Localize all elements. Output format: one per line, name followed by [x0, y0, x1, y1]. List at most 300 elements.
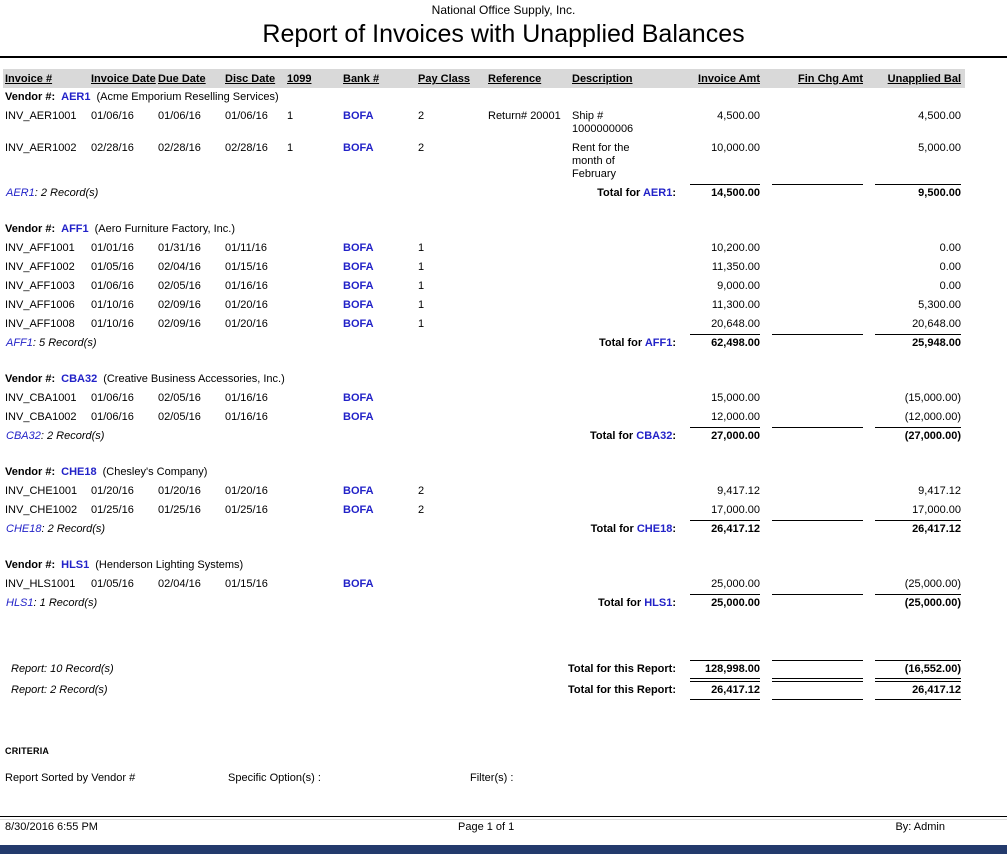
amount-value: [772, 660, 863, 679]
cell-due-date: 02/05/16: [158, 392, 201, 404]
cell-invoice-date: 01/06/16: [91, 392, 134, 404]
cell-disc-date: 01/20/16: [225, 299, 268, 311]
cell-bank[interactable]: BOFA: [343, 318, 374, 330]
group-spacer: [3, 446, 965, 463]
cell-due-date: 02/09/16: [158, 299, 201, 311]
column-header: [682, 69, 764, 88]
cell-invoice-amt: 11,300.00: [711, 299, 760, 311]
cell-pay-class: [416, 389, 486, 408]
amount-value: [772, 427, 863, 443]
vendor-total-amount: [764, 594, 867, 613]
cell-pay-class: 1: [418, 299, 425, 311]
cell-unapplied-bal: (12,000.00): [904, 411, 961, 423]
cell-due-date: 01/31/16: [158, 242, 201, 254]
invoice-row: [3, 501, 965, 520]
cell-fin-chg-amt: [764, 296, 867, 315]
vendor-name: (Acme Emporium Reselling Services): [96, 91, 279, 103]
cell-pay-class: 1: [418, 318, 425, 330]
cell-disc-date: 01/16/16: [225, 411, 268, 423]
cell-reference: [486, 482, 570, 501]
vendor-header-row: [3, 463, 965, 482]
spacer-cell: [3, 353, 965, 370]
cell-f1099: [285, 408, 341, 427]
cell-due-date: 02/05/16: [158, 411, 201, 423]
cell-fin-chg-amt: [764, 258, 867, 277]
cell-pay-class: [416, 575, 486, 594]
report-total-amount: [682, 681, 764, 702]
vendor-code: AER1: [6, 187, 35, 199]
cell-disc-date: 01/25/16: [225, 504, 268, 516]
vendor-number-label: Vendor #:: [5, 91, 56, 103]
cell-f1099: [285, 296, 341, 315]
cell-reference: [486, 258, 570, 277]
criteria-filters: Filter(s) :: [470, 772, 514, 784]
spacer-cell: [3, 203, 965, 220]
cell-reference: [486, 575, 570, 594]
vendor-total-amount: [867, 184, 965, 203]
cell-invoice-date: 01/10/16: [91, 318, 134, 330]
cell-invoice-no: INV_AER1001: [5, 110, 77, 122]
invoice-row: [3, 575, 965, 594]
vendor-total-label: [416, 520, 682, 539]
report-total-amount: [682, 660, 764, 681]
group-spacer: [3, 630, 965, 660]
column-header: [764, 69, 867, 88]
cell-invoice-no: INV_AFF1008: [5, 318, 75, 330]
amount-value: [772, 594, 863, 610]
vendor-total-amount: [682, 520, 764, 539]
amount-value: [772, 681, 863, 700]
cell-description: [570, 258, 682, 277]
vendor-total-amount: [764, 520, 867, 539]
cell-reference: [486, 389, 570, 408]
vendor-total-amount: [867, 334, 965, 353]
vendor-total-amount: [682, 594, 764, 613]
report-record-count: Report: 2 Record(s): [11, 684, 108, 696]
criteria-specific-options: Specific Option(s) :: [228, 772, 321, 784]
amount-value: 27,000.00: [690, 427, 760, 443]
cell-invoice-date: 01/06/16: [91, 280, 134, 292]
cell-description: [570, 277, 682, 296]
cell-due-date: 01/25/16: [158, 504, 201, 516]
invoice-row: [3, 482, 965, 501]
amount-value: [772, 520, 863, 536]
column-header-label: Pay Class: [418, 73, 470, 85]
footer-page-number: Page 1 of 1: [458, 821, 515, 833]
vendor-total-amount: [867, 427, 965, 446]
cell-bank[interactable]: BOFA: [343, 411, 374, 423]
vendor-header-row: [3, 220, 965, 239]
column-header-label: Invoice #: [5, 73, 53, 85]
cell-description: [570, 296, 682, 315]
amount-value: 128,998.00: [690, 660, 760, 679]
cell-disc-date: 02/28/16: [225, 142, 268, 154]
vendor-header-cell: [3, 220, 965, 239]
invoice-row: [3, 296, 965, 315]
cell-invoice-no: INV_AFF1002: [5, 261, 75, 273]
cell-bank[interactable]: BOFA: [343, 504, 374, 516]
amount-value: 9,500.00: [875, 184, 961, 200]
cell-fin-chg-amt: [764, 408, 867, 427]
cell-invoice-date: 02/28/16: [91, 142, 134, 154]
cell-description: [570, 501, 682, 520]
cell-invoice-amt: 9,417.12: [717, 485, 760, 497]
vendor-total-label: [416, 334, 682, 353]
column-header-label: 1099: [287, 73, 312, 85]
cell-reference: [486, 296, 570, 315]
cell-due-date: 02/28/16: [158, 142, 201, 154]
cell-f1099: [285, 258, 341, 277]
cell-pay-class: [416, 408, 486, 427]
column-header-label: Description: [572, 73, 633, 85]
cell-due-date: 01/20/16: [158, 485, 201, 497]
vendor-code-link[interactable]: AFF1: [61, 223, 89, 235]
cell-invoice-amt: 9,000.00: [717, 280, 760, 292]
column-header-row: [3, 69, 965, 88]
amount-value: 25,948.00: [875, 334, 961, 350]
cell-unapplied-bal: 0.00: [939, 242, 961, 254]
cell-disc-date: 01/11/16: [225, 242, 268, 254]
spacer-cell: [3, 446, 965, 463]
window-bottom-bar: [0, 845, 1007, 854]
vendor-code-link[interactable]: CBA32: [61, 373, 98, 385]
cell-unapplied-bal: 4,500.00: [918, 110, 961, 122]
column-header-label: Bank #: [343, 73, 380, 85]
criteria-sorted-by: Report Sorted by Vendor #: [5, 772, 136, 784]
cell-invoice-date: 01/25/16: [91, 504, 134, 516]
vendor-record-count: [3, 184, 416, 203]
cell-f1099: [285, 575, 341, 594]
group-spacer: [3, 353, 965, 370]
column-header-label: Unapplied Bal: [887, 73, 961, 85]
cell-bank[interactable]: BOFA: [343, 392, 374, 404]
amount-value: 62,498.00: [690, 334, 760, 350]
cell-f1099: 1: [287, 142, 294, 154]
report-total-label: Total for this Report:: [568, 663, 676, 675]
cell-f1099: [285, 315, 341, 334]
record-count-text: : 2 Record(s): [34, 187, 99, 199]
invoice-row: [3, 277, 965, 296]
vendor-subtotal-row: [3, 427, 965, 446]
footer-printed-by: By: Admin: [895, 821, 945, 833]
amount-value: 26,417.12: [690, 681, 760, 700]
vendor-record-count: [3, 427, 416, 446]
cell-bank[interactable]: BOFA: [343, 299, 374, 311]
group-spacer: [3, 203, 965, 220]
cell-invoice-date: 01/05/16: [91, 578, 134, 590]
amount-value: 26,417.12: [690, 520, 760, 536]
record-count-text: : 2 Record(s): [41, 523, 106, 535]
footer-datetime: 8/30/2016 6:55 PM: [5, 821, 98, 833]
amount-value: [772, 334, 863, 350]
cell-bank[interactable]: BOFA: [343, 578, 374, 590]
cell-invoice-no: INV_AER1002: [5, 142, 77, 154]
vendor-number-label: Vendor #:: [5, 223, 56, 235]
cell-invoice-no: INV_HLS1001: [5, 578, 76, 590]
cell-fin-chg-amt: [764, 277, 867, 296]
vendor-total-amount: [867, 520, 965, 539]
total-for-text: Total for: [597, 187, 643, 199]
cell-pay-class: 2: [418, 504, 425, 516]
cell-fin-chg-amt: [764, 315, 867, 334]
cell-fin-chg-amt: [764, 482, 867, 501]
cell-description: [570, 389, 682, 408]
report-total-row: [3, 681, 965, 702]
report-record-count: Report: 10 Record(s): [11, 663, 114, 675]
cell-f1099: 1: [287, 110, 294, 122]
cell-invoice-no: INV_CBA1001: [5, 392, 77, 404]
report-total-amount: [867, 681, 965, 702]
cell-description: [570, 239, 682, 258]
vendor-code-link[interactable]: HLS1: [61, 559, 90, 571]
cell-fin-chg-amt: [764, 139, 867, 184]
cell-unapplied-bal: 17,000.00: [912, 504, 961, 516]
invoice-row: [3, 258, 965, 277]
cell-disc-date: 01/06/16: [225, 110, 268, 122]
cell-description: Rent for the month of February: [572, 142, 630, 180]
amount-value: [772, 184, 863, 200]
cell-disc-date: 01/16/16: [225, 392, 268, 404]
vendor-code-link[interactable]: AER1: [61, 91, 91, 103]
cell-description: [570, 315, 682, 334]
column-header-label: Due Date: [158, 73, 206, 85]
vendor-subtotal-row: [3, 334, 965, 353]
cell-unapplied-bal: 5,300.00: [918, 299, 961, 311]
vendor-header-row: [3, 556, 965, 575]
amount-value: 25,000.00: [690, 594, 760, 610]
cell-bank[interactable]: BOFA: [343, 280, 374, 292]
cell-disc-date: 01/20/16: [225, 485, 268, 497]
cell-f1099: [285, 501, 341, 520]
record-count-text: : 2 Record(s): [40, 430, 105, 442]
column-header: [867, 69, 965, 88]
vendor-total-amount: [682, 427, 764, 446]
column-header-label: Fin Chg Amt: [798, 73, 863, 85]
total-for-text: Total for: [590, 523, 637, 535]
cell-due-date: 02/04/16: [158, 261, 201, 273]
vendor-header-row: [3, 370, 965, 389]
cell-reference: [486, 139, 570, 184]
vendor-number-label: Vendor #:: [5, 559, 56, 571]
group-spacer: [3, 539, 965, 556]
footer-divider: [0, 816, 1007, 817]
column-header: [156, 69, 223, 88]
cell-invoice-amt: 15,000.00: [711, 392, 760, 404]
vendor-total-label: [416, 184, 682, 203]
record-count-text: : 5 Record(s): [32, 337, 97, 349]
cell-bank[interactable]: BOFA: [343, 242, 374, 254]
cell-description: [570, 575, 682, 594]
criteria-section: [0, 746, 1007, 798]
column-header: [285, 69, 341, 88]
cell-bank[interactable]: BOFA: [343, 110, 374, 122]
amount-value: (16,552.00): [875, 660, 961, 679]
vendor-number-label: Vendor #:: [5, 466, 56, 478]
total-colon: :: [672, 187, 676, 199]
report-total-amount: [764, 681, 867, 702]
cell-invoice-date: 01/06/16: [91, 110, 134, 122]
amount-value: (27,000.00): [875, 427, 961, 443]
cell-invoice-no: INV_AFF1006: [5, 299, 75, 311]
cell-bank[interactable]: BOFA: [343, 485, 374, 497]
cell-f1099: [285, 277, 341, 296]
vendor-record-count: [3, 334, 416, 353]
cell-description: Ship # 1000000006: [572, 110, 634, 135]
cell-invoice-date: 01/06/16: [91, 411, 134, 423]
cell-unapplied-bal: 0.00: [939, 280, 961, 292]
cell-bank[interactable]: BOFA: [343, 142, 374, 154]
cell-invoice-date: 01/10/16: [91, 299, 134, 311]
cell-description: [570, 408, 682, 427]
amount-value: (25,000.00): [875, 594, 961, 610]
title-divider: [0, 56, 1007, 58]
report-total-amount: [764, 660, 867, 681]
criteria-row: [0, 772, 1007, 798]
cell-pay-class: 2: [418, 142, 425, 154]
cell-invoice-date: 01/01/16: [91, 242, 134, 254]
cell-reference: [486, 501, 570, 520]
record-count-text: : 1 Record(s): [33, 597, 98, 609]
cell-due-date: 02/09/16: [158, 318, 201, 330]
spacer-cell: [3, 630, 965, 660]
amount-value: 26,417.12: [875, 520, 961, 536]
cell-f1099: [285, 389, 341, 408]
cell-invoice-no: INV_AFF1003: [5, 280, 75, 292]
column-header-label: Disc Date: [225, 73, 276, 85]
total-for-text: Total for: [599, 337, 645, 349]
vendor-total-amount: [764, 334, 867, 353]
cell-reference: [486, 408, 570, 427]
vendor-total-amount: [682, 184, 764, 203]
vendor-header-cell: [3, 370, 965, 389]
cell-pay-class: 2: [418, 485, 425, 497]
vendor-code-link[interactable]: AER1: [642, 187, 673, 199]
vendor-total-amount: [764, 184, 867, 203]
cell-description: [570, 482, 682, 501]
cell-fin-chg-amt: [764, 239, 867, 258]
vendor-subtotal-row: [3, 184, 965, 203]
vendor-total-label: [416, 427, 682, 446]
cell-disc-date: 01/15/16: [225, 578, 268, 590]
invoice-row: [3, 408, 965, 427]
vendor-code-link[interactable]: HLS1: [644, 597, 673, 609]
vendor-total-label: [416, 594, 682, 613]
cell-disc-date: 01/15/16: [225, 261, 268, 273]
cell-fin-chg-amt: [764, 575, 867, 594]
column-header-label: Reference: [488, 73, 542, 85]
total-for-text: Total for: [590, 430, 637, 442]
vendor-total-amount: [682, 334, 764, 353]
invoice-row: [3, 389, 965, 408]
cell-disc-date: 01/20/16: [225, 318, 268, 330]
cell-invoice-amt: 10,000.00: [711, 142, 760, 154]
cell-unapplied-bal: 20,648.00: [912, 318, 961, 330]
report-total-row: [3, 660, 965, 681]
column-header-label: Invoice Amt: [698, 73, 760, 85]
report-title: Report of Invoices with Unapplied Balances: [262, 20, 745, 48]
cell-bank[interactable]: BOFA: [343, 261, 374, 273]
cell-invoice-amt: 12,000.00: [711, 411, 760, 423]
cell-pay-class: 1: [418, 261, 425, 273]
column-header: [341, 69, 416, 88]
vendor-header-cell: [3, 88, 965, 107]
vendor-total-amount: [764, 427, 867, 446]
cell-disc-date: 01/16/16: [225, 280, 268, 292]
column-header-label: Invoice Date: [91, 73, 156, 85]
vendor-name: (Aero Furniture Factory, Inc.): [94, 223, 236, 235]
invoice-row: [3, 239, 965, 258]
column-header: [486, 69, 570, 88]
vendor-code: CHE18: [6, 523, 42, 535]
vendor-number-label: Vendor #:: [5, 373, 56, 385]
cell-unapplied-bal: 9,417.12: [918, 485, 961, 497]
cell-reference: [486, 277, 570, 296]
vendor-subtotal-row: [3, 520, 965, 539]
vendor-code-link[interactable]: AFF1: [644, 337, 673, 349]
total-colon: :: [672, 430, 676, 442]
report-total-amount: [867, 660, 965, 681]
cell-fin-chg-amt: [764, 389, 867, 408]
cell-unapplied-bal: 0.00: [939, 261, 961, 273]
vendor-header-row: [3, 88, 965, 107]
report-total-label: Total for this Report:: [568, 684, 676, 696]
column-header: [89, 69, 156, 88]
invoice-row: [3, 139, 965, 184]
cell-unapplied-bal: (15,000.00): [904, 392, 961, 404]
cell-due-date: 01/06/16: [158, 110, 201, 122]
amount-value: 14,500.00: [690, 184, 760, 200]
cell-due-date: 02/05/16: [158, 280, 201, 292]
vendor-code-link[interactable]: CHE18: [61, 466, 97, 478]
vendor-name: (Henderson Lighting Systems): [95, 559, 244, 571]
column-header: [3, 69, 89, 88]
vendor-code-link[interactable]: CHE18: [636, 523, 673, 535]
company-name: National Office Supply, Inc.: [431, 3, 576, 17]
cell-pay-class: 1: [418, 280, 425, 292]
criteria-heading: CRITERIA: [5, 746, 50, 756]
cell-invoice-date: 01/20/16: [91, 485, 134, 497]
invoice-table: [3, 69, 965, 702]
total-colon: :: [672, 597, 676, 609]
vendor-name: (Chesley's Company): [102, 466, 208, 478]
invoice-row: [3, 107, 965, 139]
cell-invoice-amt: 10,200.00: [711, 242, 760, 254]
vendor-subtotal-row: [3, 594, 965, 613]
vendor-code: CBA32: [6, 430, 41, 442]
vendor-record-count: [3, 520, 416, 539]
total-colon: :: [672, 523, 676, 535]
criteria-divider: [0, 819, 1007, 820]
spacer-cell: [3, 539, 965, 556]
vendor-record-count: [3, 594, 416, 613]
cell-f1099: [285, 239, 341, 258]
cell-unapplied-bal: 5,000.00: [918, 142, 961, 154]
spacer-cell: [3, 613, 965, 630]
vendor-code: AFF1: [6, 337, 33, 349]
invoice-row: [3, 315, 965, 334]
cell-pay-class: 2: [418, 110, 425, 122]
cell-pay-class: 1: [418, 242, 425, 254]
total-for-text: Total for: [597, 597, 645, 609]
cell-reference: [486, 315, 570, 334]
cell-reference: Return# 20001: [488, 110, 561, 122]
vendor-name: (Creative Business Accessories, Inc.): [103, 373, 285, 385]
vendor-header-cell: [3, 556, 965, 575]
vendor-code-link[interactable]: CBA32: [636, 430, 673, 442]
cell-unapplied-bal: (25,000.00): [904, 578, 961, 590]
cell-reference: [486, 239, 570, 258]
cell-invoice-amt: 17,000.00: [711, 504, 760, 516]
